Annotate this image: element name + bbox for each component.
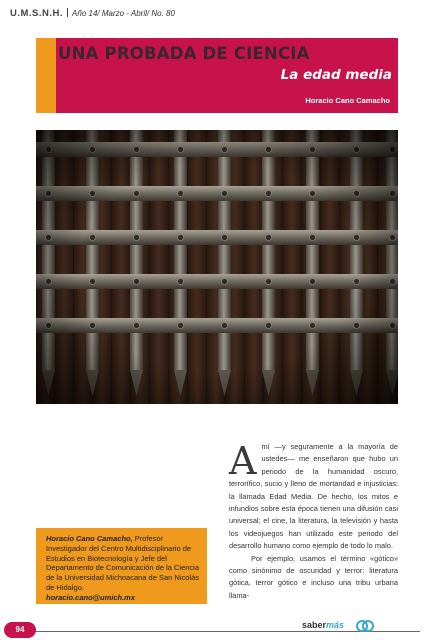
logo-text-mas: más xyxy=(326,620,345,630)
logo-mark-icon xyxy=(356,618,374,634)
issue-info: Año 14/ Marzo - Abril/ No. 80 xyxy=(72,9,175,18)
paragraph-1-text: mí —y seguramente a la mayoría de ustedes— me enseñaron que hubo un periodo de la humanidad oscuro, terrorífico, sucio y lleno de mortandad e injusticias: la llamada Edad Media. De hecho, los mitos e infundios sobre esta época tienen una difusión casi universal; el cine, la literatura, la televisión y hasta los videojuegos han utilizado este periodo del desarrollo humano como ejemplo de todo lo malo. xyxy=(229,442,398,551)
bio-email[interactable]: horacio.cano@umich.mx xyxy=(46,592,136,602)
article-paragraph-2: Por ejemplo, usamos el término «gótico» como sinónimo de oscuridad y terror: literatura gótica, terror gótico e incluso una tribu urbana llama- xyxy=(229,553,398,600)
page-number: 94 xyxy=(4,622,36,638)
article-body xyxy=(229,441,398,602)
bio-email-line xyxy=(46,593,200,603)
portcullis-image xyxy=(36,130,398,404)
section-banner xyxy=(36,38,398,113)
bio-name: Horacio Cano Camacho, xyxy=(46,534,133,543)
portcullis-illustration xyxy=(36,130,398,404)
masthead-divider xyxy=(67,8,68,17)
author-bio-box xyxy=(36,528,207,604)
bio-description: Profesor Investigador del Centro Multidisciplinario de Estudios en Biotecnología y Jefe del Departamento de Comunicación de la Ciencia de la Universidad Michoacana de San Nicolás de Hidalgo. xyxy=(46,534,200,592)
section-title: UNA PROBADA DE CIENCIA xyxy=(58,44,310,63)
article-author: Horacio Cano Camacho xyxy=(305,96,390,105)
article-paragraph-1 xyxy=(229,441,398,553)
drop-cap: A xyxy=(229,439,257,483)
article-title: La edad media xyxy=(280,67,392,83)
banner-accent-orange xyxy=(36,38,56,113)
masthead xyxy=(10,8,175,19)
logo-text-saber: saber xyxy=(302,620,327,630)
author-bio xyxy=(46,534,200,593)
masthead-name: U.M.S.N.H. xyxy=(10,8,64,19)
saber-mas-logo xyxy=(302,620,344,630)
